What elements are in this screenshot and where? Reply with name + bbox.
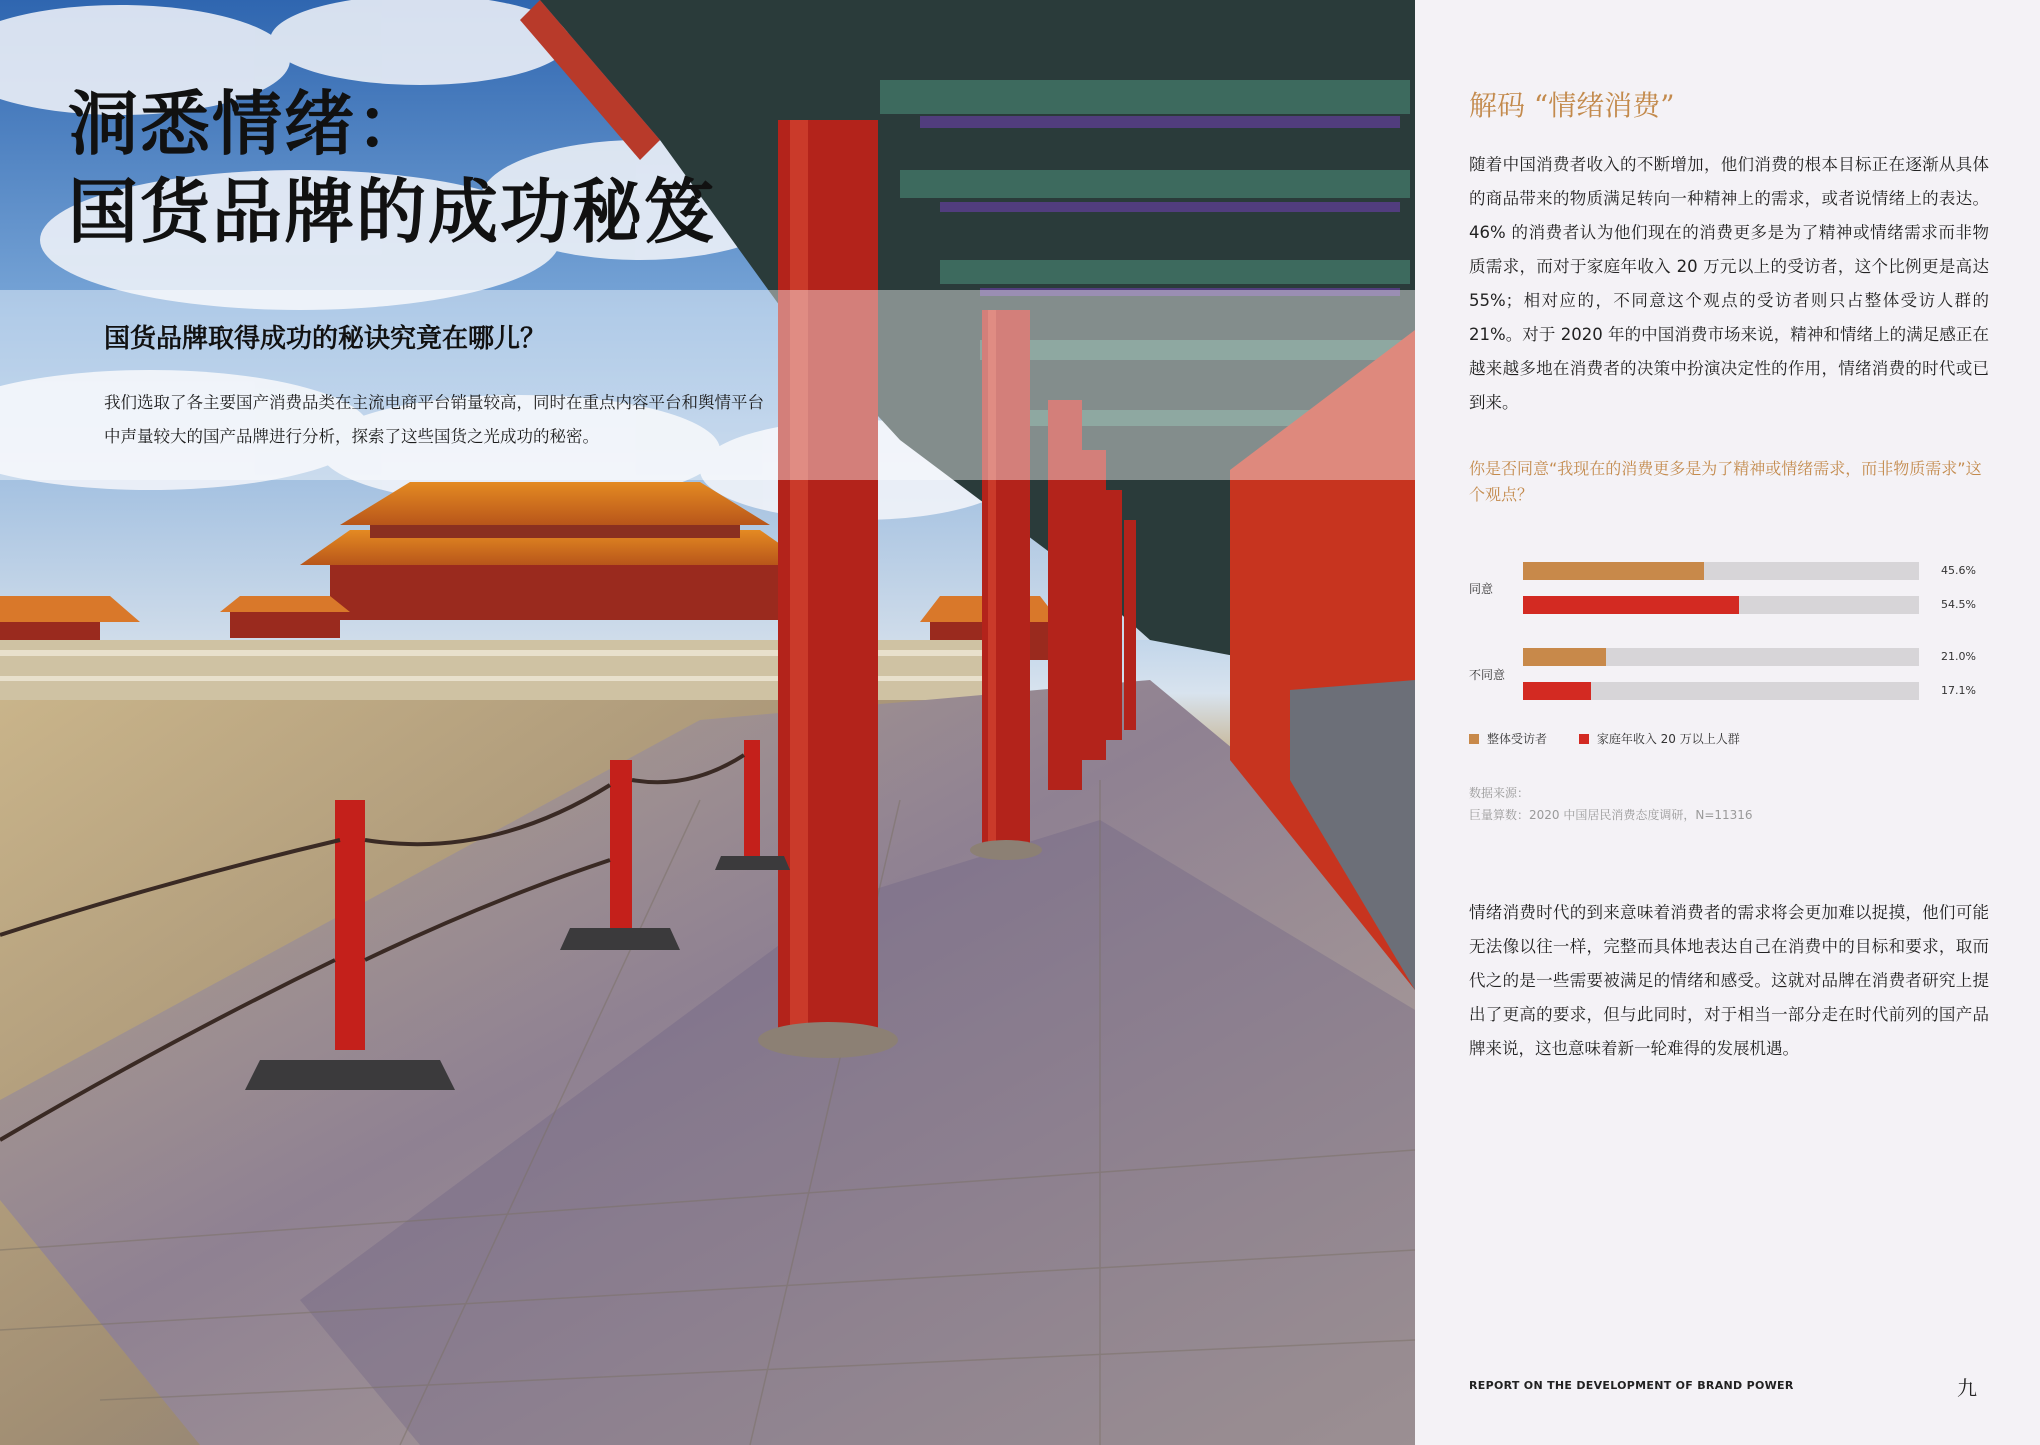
title-line-1: 洞悉情绪： bbox=[68, 82, 428, 165]
page-title bbox=[68, 80, 716, 256]
data-label-disagree-high-income: 17.1% bbox=[1941, 684, 1976, 697]
legend-swatch-high-income bbox=[1579, 734, 1589, 744]
source-label: 数据来源： bbox=[1469, 786, 1530, 800]
bar-track bbox=[1523, 562, 1919, 580]
bar-track bbox=[1523, 648, 1919, 666]
chart-legend bbox=[1469, 730, 1768, 747]
bar-track bbox=[1523, 596, 1919, 614]
bar-agree-high-income bbox=[1523, 596, 1739, 614]
data-label-agree-high-income: 54.5% bbox=[1941, 598, 1976, 611]
category-label-disagree: 不同意 bbox=[1469, 668, 1506, 682]
category-label-agree: 同意 bbox=[1469, 582, 1494, 596]
agree-bar-chart bbox=[1469, 550, 1989, 750]
source-text: 巨量算数：2020 中国居民消费态度调研，N=11316 bbox=[1469, 808, 1753, 822]
legend-swatch-overall bbox=[1469, 734, 1479, 744]
legend-label-high-income: 家庭年收入 20 万以上人群 bbox=[1596, 732, 1740, 746]
section-title: 解码 “情绪消费” bbox=[1469, 89, 1675, 122]
survey-question: 你是否同意“我现在的消费更多是为了精神或情绪需求，而非物质需求”这个观点？ bbox=[1469, 459, 1982, 504]
data-source bbox=[1469, 782, 1753, 826]
bar-agree-overall bbox=[1523, 562, 1704, 580]
data-label-agree-overall: 45.6% bbox=[1941, 564, 1976, 577]
title-line-2: 国货品牌的成功秘笈 bbox=[68, 170, 716, 253]
report-name-footer: REPORT ON THE DEVELOPMENT OF BRAND POWER bbox=[1469, 1379, 1794, 1392]
body-paragraph-1: 随着中国消费者收入的不断增加，他们消费的根本目标正在逐渐从具体的商品带来的物质满足转向一种精神上的需求，或者说情绪上的表达。46% 的消费者认为他们现在的消费更多是为了精神或情绪需求而非物质需求，而对于家庭年收入 20 万元以上的受访者，这个比例更是高达 55%；相对应的，不同意这个观点的受访者则只占整体受访人群的 21%。对于 2020 年的中国消费市场来说，精神和情绪上的满足感正在越来越多地在消费者的决策中扮演决定性的作用，情绪消费的时代或已到来。 bbox=[1469, 155, 1989, 412]
legend-label-overall: 整体受访者 bbox=[1487, 732, 1548, 746]
page-number: 九 bbox=[1957, 1376, 1977, 1400]
legend-item-high-income bbox=[1579, 730, 1740, 747]
text-panel bbox=[1415, 0, 2040, 1445]
data-label-disagree-overall: 21.0% bbox=[1941, 650, 1976, 663]
bar-track bbox=[1523, 682, 1919, 700]
intro-paragraph: 我们选取了各主要国产消费品类在主流电商平台销量较高，同时在重点内容平台和舆情平台中声量较大的国产品牌进行分析，探索了这些国货之光成功的秘密。 bbox=[104, 393, 764, 446]
bar-disagree-high-income bbox=[1523, 682, 1591, 700]
legend-item-overall bbox=[1469, 730, 1547, 747]
intro-subtitle: 国货品牌取得成功的秘诀究竟在哪儿？ bbox=[104, 324, 547, 354]
bar-disagree-overall bbox=[1523, 648, 1606, 666]
body-paragraph-2: 情绪消费时代的到来意味着消费者的需求将会更加难以捉摸，他们可能无法像以往一样，完整而具体地表达自己在消费中的目标和要求，取而代之的是一些需要被满足的情绪和感受。这就对品牌在消费者研究上提出了更高的要求，但与此同时，对于相当一部分走在时代前列的国产品牌来说，这也意味着新一轮难得的发展机遇。 bbox=[1469, 903, 1989, 1058]
